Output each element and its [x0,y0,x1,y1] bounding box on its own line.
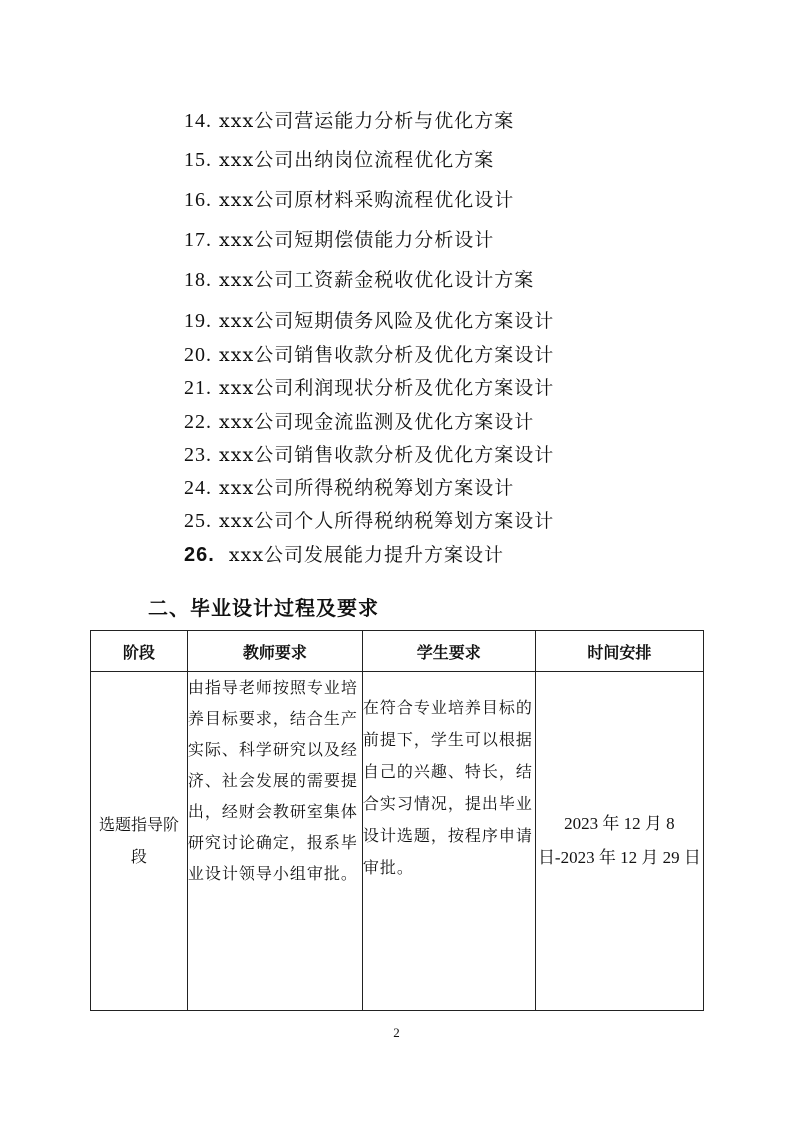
list-item [184,268,534,292]
header-stage: 阶段 [91,631,188,672]
item-number: 15. [184,149,212,171]
table-header-row [91,631,704,672]
item-text: xxx公司工资薪金税收优化设计方案 [219,269,535,291]
item-number: 24. [184,477,212,499]
header-time: 时间安排 [535,631,703,672]
item-number: 19. [184,310,212,332]
item-number: 14. [184,110,212,132]
item-text: xxx公司原材料采购流程优化设计 [219,189,515,211]
list-item [184,343,554,367]
page-number: 2 [393,1025,400,1040]
list-item [184,376,554,400]
list-item [184,410,534,434]
item-text: xxx公司营运能力分析与优化方案 [219,110,515,132]
stage-text: 选题指导阶段 [98,815,179,866]
item-text: xxx公司销售收款分析及优化方案设计 [219,344,555,366]
item-number: 21. [184,377,212,399]
item-number: 23. [184,444,212,466]
item-number: 22. [184,411,212,433]
item-text: xxx公司利润现状分析及优化方案设计 [219,377,555,399]
list-item [184,148,494,172]
item-text: xxx公司短期偿债能力分析设计 [219,229,495,251]
process-table [90,630,704,1011]
section-heading: 二、毕业设计过程及要求 [148,596,379,620]
item-number: 26. [184,544,215,566]
list-item [184,228,494,252]
item-text: xxx公司短期债务风险及优化方案设计 [219,310,555,332]
item-number: 17. [184,229,212,251]
teacher-cell: 由指导老师按照专业培养目标要求，结合生产实际、科学研究以及经济、社会发展的需要提出，经财会教研室集体研究讨论确定，报系毕业设计领导小组审批。 [187,672,362,1011]
item-text: xxx公司发展能力提升方案设计 [228,544,505,566]
stage-cell [91,672,188,1011]
student-cell: 在符合专业培养目标的前提下，学生可以根据自己的兴趣、特长，结合实习情况，提出毕业设计选题，按程序申请审批。 [362,672,535,1011]
item-number: 20. [184,344,212,366]
list-item [184,109,514,133]
header-teacher: 教师要求 [187,631,362,672]
item-number: 16. [184,189,212,211]
header-student: 学生要求 [362,631,535,672]
list-item [184,543,504,567]
item-text: xxx公司现金流监测及优化方案设计 [219,411,535,433]
item-text: xxx公司个人所得税纳税筹划方案设计 [219,510,555,532]
item-text: xxx公司销售收款分析及优化方案设计 [219,444,555,466]
time-cell: 2023 年 12 月 8 日-2023 年 12 月 29 日 [535,672,703,1011]
list-item [184,443,554,467]
list-item [184,476,514,500]
table-row [91,672,704,1011]
item-number: 25. [184,510,212,532]
list-item [184,509,554,533]
item-text: xxx公司出纳岗位流程优化方案 [219,149,495,171]
item-number: 18. [184,269,212,291]
item-text: xxx公司所得税纳税筹划方案设计 [219,477,515,499]
list-item [184,188,514,212]
list-item [184,309,554,333]
